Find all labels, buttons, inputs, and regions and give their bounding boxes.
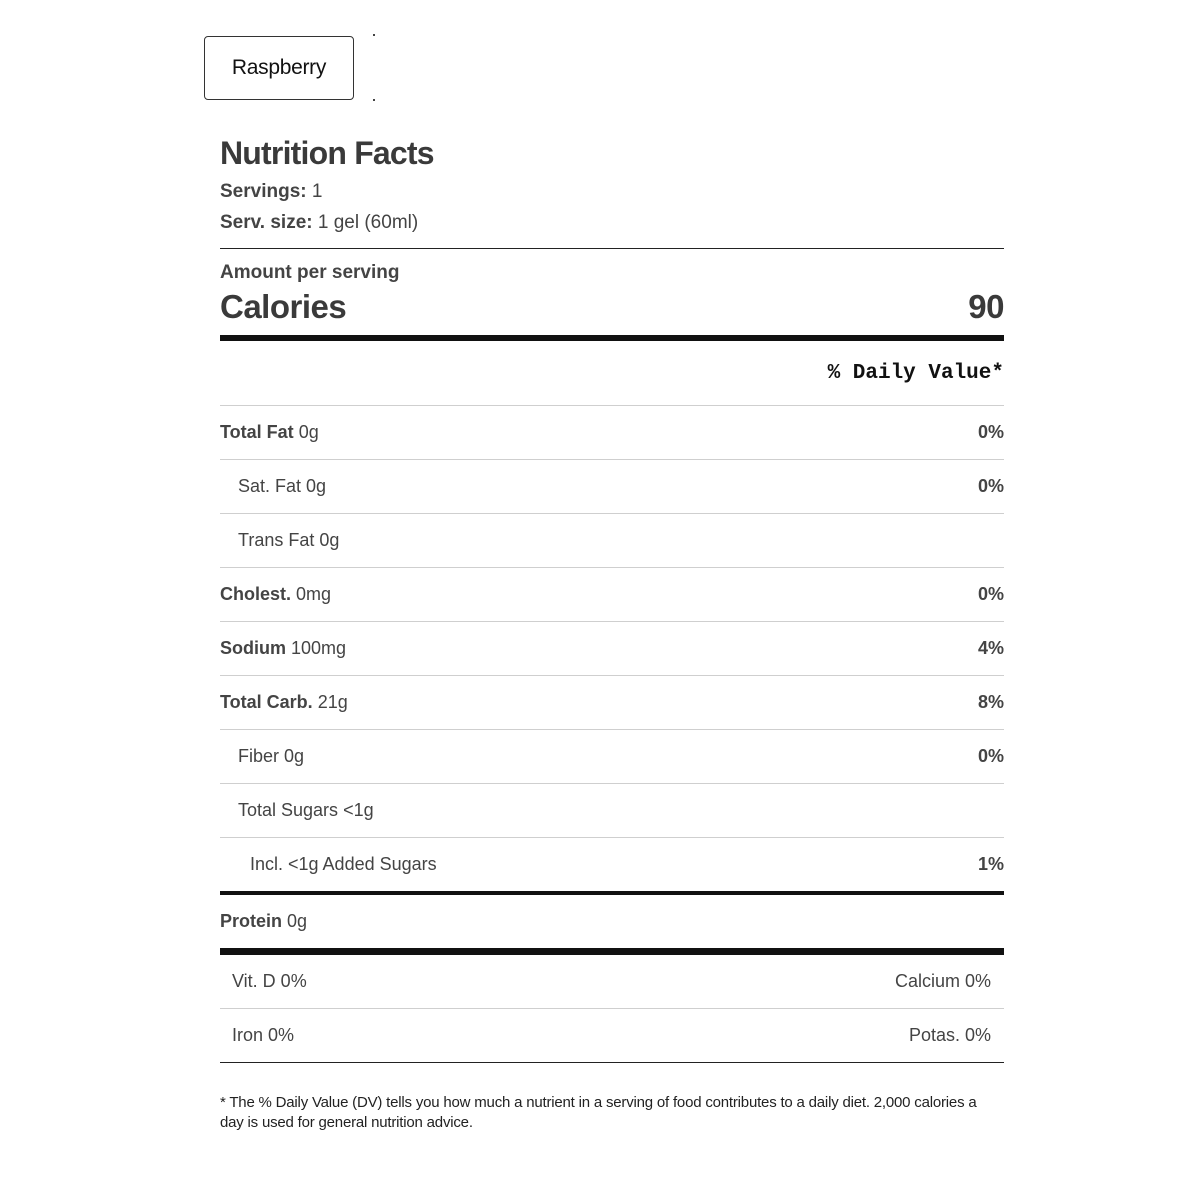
nutrition-facts-label <box>220 130 1004 1133</box>
decorative-dot <box>373 99 375 101</box>
nutrient-amount: 100mg <box>291 638 347 658</box>
nutrient-row-total-sugars <box>220 784 1004 837</box>
nutrient-amount: 0g <box>298 422 319 442</box>
amount-per-serving: Amount per serving <box>220 262 400 283</box>
serving-size-line <box>220 207 1004 238</box>
nutrient-amount: 21g <box>317 692 348 712</box>
divider <box>220 248 1004 249</box>
nutrient-row-fiber <box>220 730 1004 783</box>
decorative-dot <box>373 34 375 36</box>
iron: Iron 0% <box>232 1025 295 1045</box>
flavor-tab-raspberry[interactable]: Raspberry <box>204 36 354 100</box>
nutrient-name: Cholest. <box>220 584 292 604</box>
nutrient-row-total-carb <box>220 676 1004 729</box>
nutrient-dv: 1% <box>977 854 1004 874</box>
serving-size-value: 1 gel (60ml) <box>317 212 419 233</box>
nutrient-row-cholesterol <box>220 568 1004 621</box>
label-title: Nutrition Facts <box>220 135 434 171</box>
servings-line <box>220 176 1004 207</box>
nutrient-amount: 0mg <box>296 584 332 604</box>
nutrient-dv: 8% <box>977 692 1004 712</box>
vitamin-row <box>220 1009 1004 1062</box>
calcium: Calcium 0% <box>894 971 991 991</box>
nutrient-name: Sodium <box>220 638 286 658</box>
nutrient-row-trans-fat <box>220 514 1004 567</box>
nutrient-row-added-sugars <box>220 838 1004 891</box>
servings-label: Servings: <box>220 181 307 202</box>
protein-label: Protein <box>220 911 283 931</box>
nutrient-name: Trans Fat <box>238 530 315 550</box>
divider <box>220 1062 1004 1063</box>
nutrient-row-sat-fat <box>220 460 1004 513</box>
calories-value: 90 <box>968 288 1004 325</box>
nutrient-dv: 0% <box>977 746 1004 766</box>
nutrient-name: Sat. Fat <box>238 476 302 496</box>
calories-label: Calories <box>220 288 347 325</box>
nutrient-name: Total Sugars <box>238 800 339 820</box>
nutrient-dv: 4% <box>977 638 1004 658</box>
nutrient-row-sodium <box>220 622 1004 675</box>
serving-size-label: Serv. size: <box>220 212 313 233</box>
potassium: Potas. 0% <box>908 1025 991 1045</box>
nutrient-name: Total Fat <box>220 422 294 442</box>
nutrient-name: Fiber <box>238 746 280 766</box>
daily-value-footnote: * The % Daily Value (DV) tells you how much a nutrient in a serving of food contributes to a daily diet. 2,000 calories a day is used for general nutrition advice. <box>220 1094 977 1131</box>
nutrient-amount: 0g <box>306 476 327 496</box>
vitamin-d: Vit. D 0% <box>232 971 307 991</box>
calories-row <box>220 285 1004 329</box>
nutrient-dv: 0% <box>977 422 1004 442</box>
vitamin-row <box>220 955 1004 1008</box>
nutrient-amount: 0g <box>319 530 340 550</box>
nutrient-name: Incl. <1g Added Sugars <box>250 854 437 874</box>
daily-value-header: % Daily Value* <box>827 361 1004 385</box>
nutrient-amount: 0g <box>284 746 305 766</box>
thick-divider <box>220 948 1004 955</box>
nutrient-amount: <1g <box>343 800 374 820</box>
nutrient-dv: 0% <box>977 584 1004 604</box>
servings-value: 1 <box>311 181 323 202</box>
nutrient-dv: 0% <box>977 476 1004 496</box>
protein-amount: 0g <box>287 911 308 931</box>
nutrient-row-protein <box>220 895 1004 948</box>
nutrient-row-total-fat <box>220 406 1004 459</box>
nutrient-name: Total Carb. <box>220 692 313 712</box>
